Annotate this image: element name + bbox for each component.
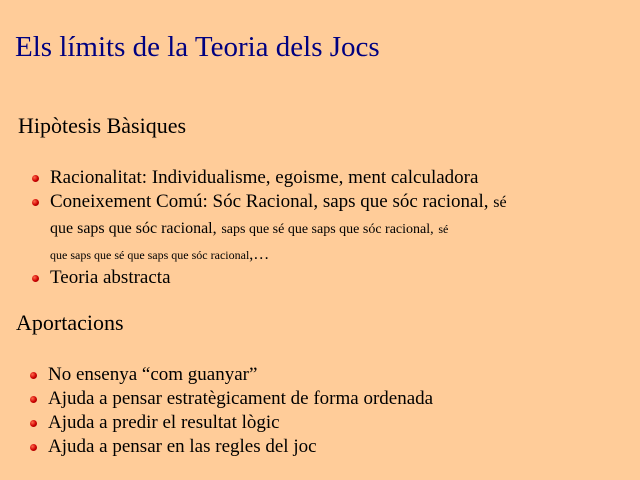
item-text-line	[50, 243, 507, 266]
item-text-part: Coneixement Comú: Sóc Racional, saps que sóc racional,	[50, 191, 489, 212]
item-text: No ensenya “com guanyar”	[48, 364, 258, 385]
list-item	[30, 411, 433, 435]
item-text-part: que saps que sé que saps que sóc racional	[50, 248, 250, 262]
bullet-icon	[30, 420, 37, 427]
item-text-part: sé	[438, 222, 449, 236]
item-text	[50, 191, 507, 212]
item-text-part: sé	[493, 194, 507, 211]
item-text: Teoria abstracta	[50, 267, 171, 288]
item-text: Ajuda a pensar en las regles del joc	[48, 436, 317, 457]
bullet-icon	[30, 372, 37, 379]
bullet-icon	[32, 175, 39, 182]
slide-title: Els límits de la Teoria dels Jocs	[15, 31, 380, 63]
hipotesis-list	[32, 166, 507, 290]
list-item	[32, 266, 507, 290]
list-item	[30, 387, 433, 411]
list-item	[32, 166, 507, 190]
section-heading-aportacions: Aportacions	[16, 310, 124, 335]
bullet-icon	[32, 199, 39, 206]
item-text: Ajuda a pensar estratègicament de forma ordenada	[48, 388, 434, 409]
item-text-part: ,…	[249, 246, 270, 263]
list-item	[32, 190, 507, 266]
item-text: Racionalitat: Individualisme, egoisme, ment calculadora	[50, 167, 479, 188]
list-item	[30, 435, 433, 459]
item-text-line	[50, 215, 507, 243]
bullet-icon	[32, 275, 39, 282]
item-text: Ajuda a predir el resultat lògic	[48, 412, 280, 433]
aportacions-list	[30, 363, 433, 459]
list-item	[30, 363, 433, 387]
bullet-icon	[30, 396, 37, 403]
item-text-part: que saps que sóc racional,	[50, 220, 217, 237]
section-heading-hipotesis: Hipòtesis Bàsiques	[18, 113, 187, 138]
item-text-part: saps que sé que saps que sóc racional,	[221, 222, 434, 237]
bullet-icon	[30, 444, 37, 451]
